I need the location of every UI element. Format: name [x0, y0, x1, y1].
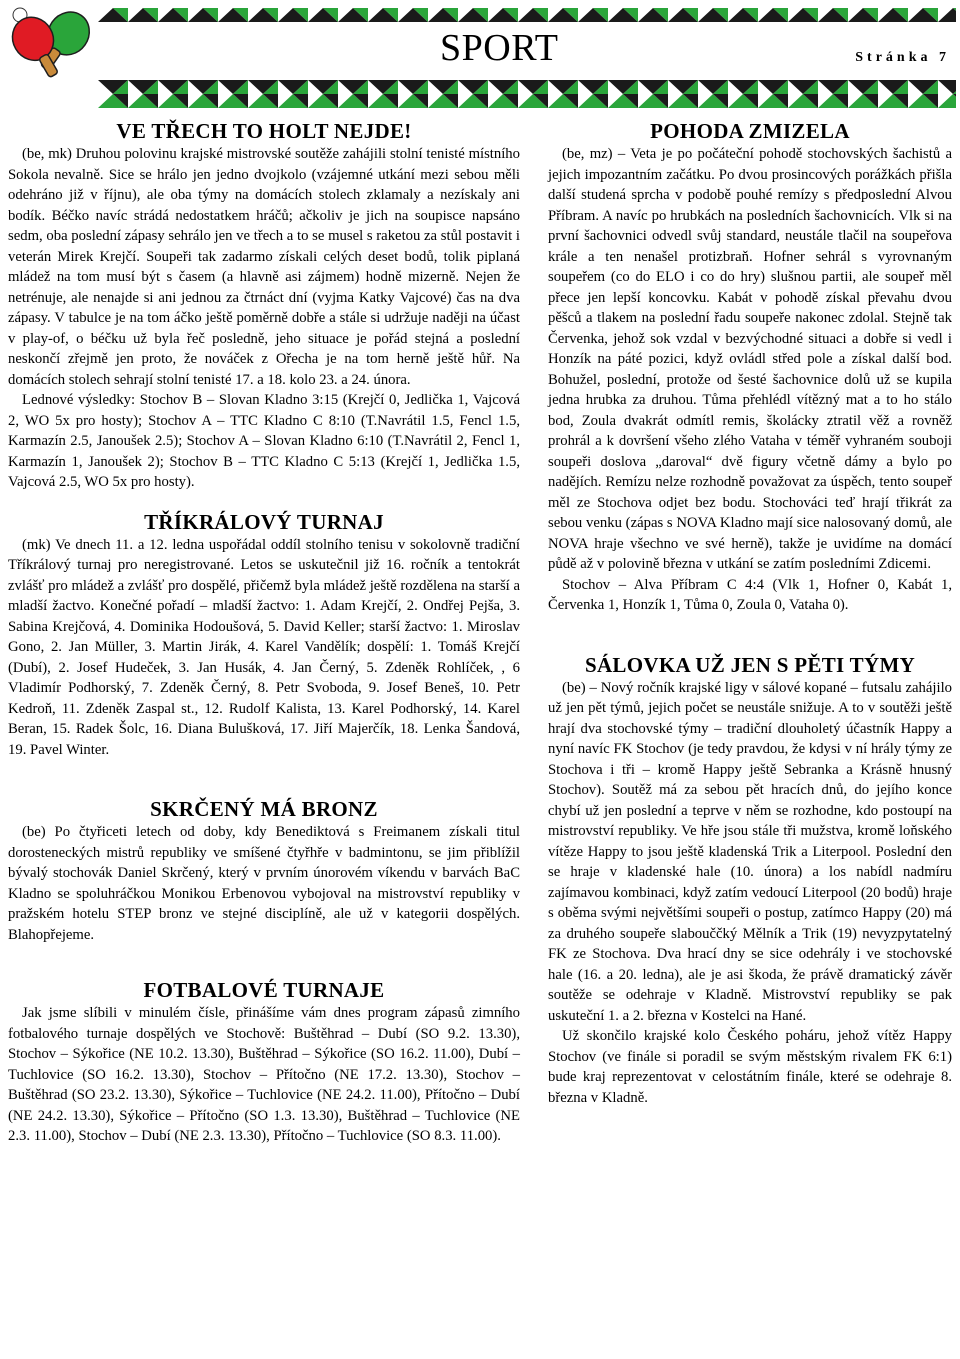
article-paragraph: Jak jsme slíbili v minulém čísle, přinášíme vám dnes program zápasů zimního fotbalového turnaje dospělých ve Stochově: Buštěhrad – Dubí (SO 9.2. 13.30), Stochov – Sýkořice (NE 10.2. 13.30), Buštěhrad – Sýkořice (SO 16.2. 11.00), Dubí – Tuchlovice (SO 16.2. 13.30), Stochov – Přítočno (NE 17.2. 13.30), Stochov – Buštěhrad (SO 23.2. 13.30), Sýkořice – Tuchlovice (NE 24.2. 11.00), Přítočno – Dubí (NE 24.2. 13.30), Sýkořice – Přítočno (SO 1.3. 13.30), Buštěhrad – Tuchlovice (NE 2.3. 11.00), Stochov – Dubí (NE 2.3. 13.30), Přítočno – Tuchlovice (SO 8.3. 11.00).	[8, 1005, 520, 1144]
article-title: POHODA ZMIZELA	[650, 119, 850, 143]
ping-pong-paddles-icon	[6, 2, 94, 86]
article-title: FOTBALOVÉ TURNAJE	[143, 978, 385, 1002]
article-paragraph: Už skončilo krajské kolo Českého poháru, jehož vítěz Happy Stochov (ve finále si poradil se svým městským rivalem FK 6:1) bude kraj reprezentovat v celostátním finále, které se odehraje 8. března v Kladně.	[548, 1028, 952, 1106]
article-paragraph: (be) – Nový ročník krajské ligy v sálové kopané – futsalu zahájilo už jen pět týmů, jejich počet se neustále snižuje. A to v soutěži ještě hrají dva stochovské týmy – tradiční dlouholetý účastník Happy a nyní navíc FK Stochov (je tedy pravdou, že kdysi v ní hrály týmy ze Stochova i tři – kromě Happy ještě Sebranka a Krásně hnusný Stochov). Soutěž má za sebou pět hracích dnů, do jejího konce chybí už jen poslední a teprve v něm se rozhodne, kdo postoupí na mistrovství republiky. Ve hře jsou stále tři mužstva, kromě loňského vítěze Happy to jsou ještě kladenská Trik a Literpool. Poslední den se hraje v kladenské hale (10. února) a los nabídl nadmíru zajímavou kombinaci, když zatím vedoucí Literpool (20 bodů) hraje s oběma svými největšími soupeři o postup, zatímco Happy (20) má za druhého soupeře slabouččký Mělník a Trik (19) nevyzpytatelný FK ze Stochova. Dva hrací dny se sice odehrály i ve stochovské hale (16. a 20. ledna), ale je asi škoda, že právě dramatický závěr soutěže se odehraje v Kladně. Mistrovství republiky se pak uskuteční 1. a 2. března v Kostelci na Hané.	[548, 679, 952, 1024]
article-paragraph: (be, mk) Druhou polovinu krajské mistrovské soutěže zahájili stolní tenisté místního Sokola nevalně. Sice se hrálo jen jedno dvojkolo (vzájemné utkání mezi sebou měli odehráno již v říjnu), ale oba týmy na domácích stolech zklamaly a nezískaly ani bodík. Béčko navíc strádá nedostatkem hráčů; ačkoliv je jich na soupisce napsáno sedm, oba poslední zápasy sehrálo jen ve třech a to se musel s raketou za stůl postavit i veterán Mirek Krejčí. Soupeři tak zadarmo získali celých deset bodů, tolik piplaná mládež na tom musí být s časem (a hlavně asi zájmem) hodně mizerně. Nejen že netrénuje, ale nenajde si ani jednou za čtrnáct dní (vyjma Katky Vajcové) čas na dva zápasy. V tabulce je na tom áčko ještě poměrně dobře a stále si udržuje naději na účast v play-of, o béčku už byla řeč posledně, jeho situace je pořád stejná a poslední neskončí zřejmě jen proto, že nováček z Ořecha je na tom herně ještě hůř. Na domácích stolech sehrají stolní tenisté 17. a 18. kolo 23. a 24. února.	[8, 146, 520, 388]
zigzag-border-top	[98, 8, 956, 22]
article-title: VE TŘECH TO HOLT NEJDE!	[116, 119, 412, 143]
right-column	[548, 118, 952, 1108]
article-paragraph: Lednové výsledky: Stochov B – Slovan Kladno 3:15 (Krejčí 0, Jedlička 1, Vajcová 2, WO 5x pro hosty); Stochov A – TTC Kladno C 8:10 (T.Navrátil 1.5, Fencl 1.5, Karmazín 2.5, Janoušek 2.5); Stochov A – Slovan Kladno 6:10 (T.Navrátil 2, Fencl 1, Karmazín 1, Janoušek 2); Stochov B – TTC Kladno C 5:13 (Krejčí 1, Jedlička 1.5, Vajcová 2.5, WO 5x pro hosty).	[8, 392, 520, 490]
article-paragraph: (be) Po čtyřiceti letech od doby, kdy Benediktová s Freimanem získali titul dorosteneckých mistrů republiky ve smíšené čtyřhře v badmintonu, se jim přiblížil bývalý stochovák Daniel Skrčený, který v prvním únorovém víkendu v barvách BaC Kladno se spoluhráčkou Monikou Erbenovou vybojoval na mistrovství republiky v pražském hotelu STEP bronz ve stejné disciplíně, ale už v kategorii dospělých. Blahopřejeme.	[8, 824, 520, 943]
zigzag-border-middle	[98, 80, 956, 94]
page-number: Stránka 7	[855, 50, 950, 65]
page-header	[0, 0, 960, 112]
article-paragraph: Stochov – Alva Příbram C 4:4 (Vlk 1, Hofner 0, Kabát 1, Červenka 1, Honzík 1, Tůma 0, Zoula 0, Vataha 0).	[548, 576, 952, 613]
article-paragraph: (be, mz) – Veta je po počáteční pohodě stochovských šachistů a jejich impozantním začátku. Po dvou prosincových porážkách přišla další studená sprcha v podobě pouhé remízy s předposlední Alvou Příbram. A navíc po hrubkách na posledních šachovnicích. Vlk si na první šachovnici odvedl svůj standard, neustále tlačil na soupeřova krále a ten nenašel protizbraň. Hofner sehrál s vyrovnaným soupeřem (co do ELO i co do hry) slušnou partii, ale soupeř měl přece jen lepší koncovku. Kabát v pohodě získal převahu dvou pěšců a tlakem na poslední řadu soupeře nakonec zdolal. Stejně tak Červenka, jehož sok vzdal v bezvýchodné situaci a dobře si vedl i Honzík na páté pozici, když ovládl střed pole a získal další bod. Bohužel, poslední, protože od šesté šachovnice dolů už se kupila jedna hrubka za druhou. Tůma přehlédl vítězný mat a to ho stálo bod, Zoula dvakrát odmítl remis, školácky ztratil věž a rovněž prohrál a k dovršení všeho zlého Vataha v téměř vyhraném souboji soupeři doslova „daroval“ dvě figury včetně dámy a bylo po nadějích. Remízu nelze rozhodně považovat za úspěch, tento soupeř měl ze Stochova odjet bez bodu. Stochováci teď hrají třikrát za sebou venku (zápas s NOVA Kladno mají sice nalosovaný domů, ale NOVA hraje všechno ve své herně), takže je uvidíme na domácí půdě až v polovině března v utkání se zatím posledními Zdicemi.	[548, 146, 952, 572]
article-title: SKRČENÝ MÁ BRONZ	[150, 797, 378, 821]
article-paragraph: (mk) Ve dnech 11. a 12. ledna uspořádal oddíl stolního tenisu v sokolovně tradiční Tříkrálový turnaj pro neregistrované. Letos se uskutečnil již 16. ročník a tentokrát zvlášť pro mládež a zvlášť pro dospělé, přičemž byla mládež ještě rozdělena na starší a mladší žactvo. Konečné pořadí – mladší žactvo: 1. Adam Krejčí, 2. Ondřej Pejša, 3. Sabina Krejčová, 4. Dominika Hodoušová, 5. David Keller; starší žactvo: 1. Miroslav Gono, 2. Jan Müller, 3. Martin Jirák, 4. Karel Vandělík; dospělí: 1. Tomáš Krejčí (Dubí), 2. Josef Hudeček, 3. Jan Husák, 4. Jan Černý, 5. Zdeněk Rohlíček, , 6 Vladimír Podhorský, 7. Zdeněk Černý, 8. Petr Svoboda, 9. Josef Beneš, 10. Petr Kedroň, 11. Zdeněk Zaspal st., 12. Rudolf Kalista, 13. Karel Podhorský, 14. Karel Beran, 15. Radek Šolc, 16. Diana Bulušková, 17. Jiří Majerčík, 18. Lenka Šandová, 19. Pavel Winter.	[8, 536, 520, 758]
article-title: TŘÍKRÁLOVÝ TURNAJ	[144, 509, 384, 534]
zigzag-border-bottom	[98, 94, 956, 108]
section-title: SPORT	[440, 27, 559, 69]
left-column	[8, 118, 520, 1147]
article-title: SÁLOVKA UŽ JEN S PĚTI TÝMY	[584, 652, 916, 677]
